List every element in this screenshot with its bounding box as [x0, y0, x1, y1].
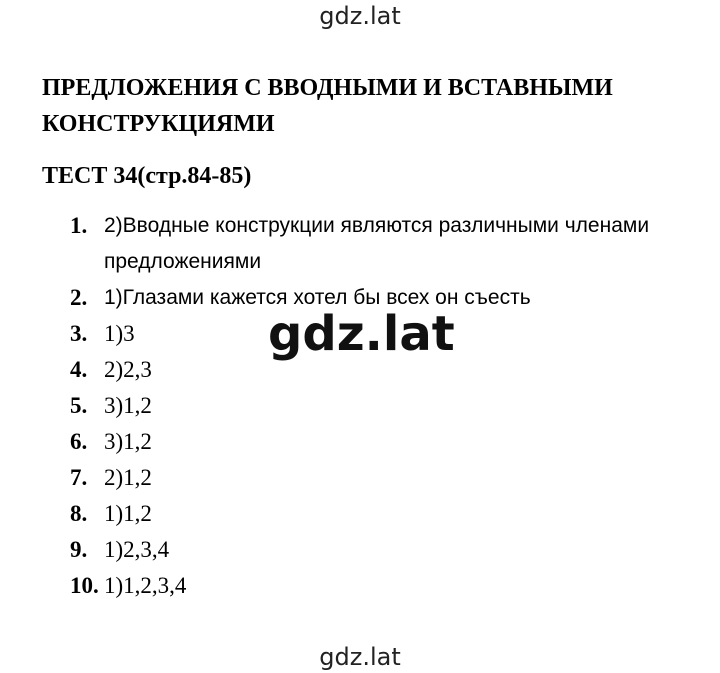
watermark-center: gdz.lat [268, 306, 455, 362]
answer-text: 2)1,2 [104, 465, 152, 490]
watermark-bottom: gdz.lat [319, 643, 401, 671]
list-item [0, 388, 720, 424]
list-item [0, 208, 720, 280]
answer-number: 7. [70, 465, 88, 490]
answer-number: 9. [70, 537, 88, 562]
answer-number: 1. [70, 213, 88, 238]
list-item [0, 568, 720, 604]
answer-text: 3)1,2 [104, 393, 152, 418]
answer-number: 2. [70, 285, 88, 310]
answer-text: 1)2,3,4 [104, 537, 170, 562]
list-item [0, 496, 720, 532]
page-title: ПРЕДЛОЖЕНИЯ С ВВОДНЫМИ И ВСТАВНЫМИ КОНСТРУКЦИЯМИ [42, 75, 613, 137]
answer-text: 3)1,2 [104, 429, 152, 454]
answer-text: 1)1,2 [104, 501, 152, 526]
list-item [0, 460, 720, 496]
answer-text: 1)3 [104, 321, 135, 346]
list-item [0, 532, 720, 568]
watermark-top: gdz.lat [319, 2, 401, 30]
answer-number: 3. [70, 321, 88, 346]
answer-number: 10. [70, 573, 99, 598]
answer-text: 1)1,2,3,4 [104, 573, 187, 598]
answer-number: 8. [70, 501, 88, 526]
answer-number: 5. [70, 393, 88, 418]
answer-text: 2)2,3 [104, 357, 152, 382]
answer-text: 2)Вводные конструкции являются различными членами предложениями [104, 214, 650, 273]
answer-number: 6. [70, 429, 88, 454]
test-heading: ТЕСТ 34(стр.84-85) [42, 163, 252, 189]
answer-text: 1)Глазами кажется хотел бы всех он съесть [104, 286, 531, 309]
list-item [0, 424, 720, 460]
answer-number: 4. [70, 357, 88, 382]
answer-list [0, 208, 720, 604]
